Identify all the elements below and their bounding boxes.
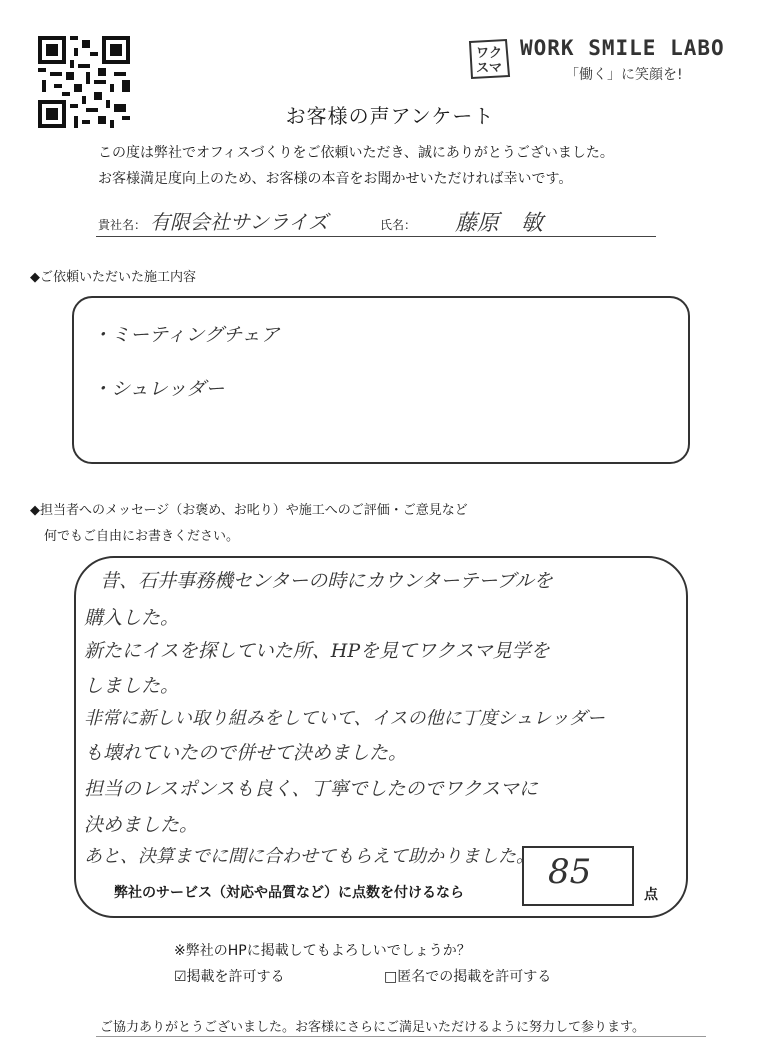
- section2-subheading: 何でもご自由にお書きください。: [44, 529, 240, 544]
- message-line-1: 昔、石井事務機センターの時にカウンターテーブルを: [100, 570, 553, 592]
- permission-option-1: ☑掲載を許可する: [174, 969, 285, 985]
- message-line-6: も壊れていたので併せて決めました。: [84, 742, 408, 764]
- name-label: 氏名：: [380, 218, 417, 232]
- brand-slogan: 「働く」に笑顔を!: [565, 67, 683, 83]
- footer-text: ご協力ありがとうございました。お客様にさらにご満足いただけるように努力して参ります。: [100, 1020, 645, 1035]
- message-line-7: 担当のレスポンスも良く、丁寧でしたのでワクスマに: [84, 778, 538, 800]
- message-line-9: あと、決算までに間に合わせてもらえて助かりました。: [84, 846, 534, 867]
- score-value: 85: [548, 852, 592, 892]
- section1-heading: ◆ご依頼いただいた施工内容: [30, 270, 196, 285]
- svg-text:ワク: ワク: [475, 46, 503, 61]
- section1-item-2: ・シュレッダー: [92, 378, 225, 400]
- brand-name: WORK SMILE LABO: [520, 36, 725, 60]
- intro-line-1: この度は弊社でオフィスづくりをご依頼いただき、誠にありがとうございました。: [98, 145, 614, 161]
- message-line-4: しました。: [84, 675, 180, 697]
- logo-icon: [466, 38, 512, 80]
- company-label: 貴社名：: [98, 218, 147, 232]
- section2-heading: ◆担当者へのメッセージ（お褒め、お叱り）や施工へのご評価・ご意見など: [30, 503, 468, 518]
- name-underline: [96, 236, 656, 237]
- section1-item-1: ・ミーティングチェア: [92, 324, 280, 346]
- company-value: 有限会社サンライズ: [150, 210, 329, 234]
- svg-text:スマ: スマ: [476, 61, 502, 76]
- permission-option-2: □匿名での掲載を許可する: [384, 969, 552, 985]
- score-label: 弊社のサービス（対応や品質など）に点数を付けるなら: [114, 885, 464, 901]
- footer-divider: [96, 1036, 706, 1037]
- message-line-2: 購入した。: [84, 607, 180, 629]
- message-line-3: 新たにイスを探していた所、HPを見てワクスマ見学を: [84, 640, 550, 662]
- score-unit: 点: [644, 887, 658, 903]
- permission-question: ※弊社のHPに掲載してもよろしいでしょうか？: [174, 943, 471, 959]
- page-title: お客様の声アンケート: [285, 104, 495, 128]
- message-line-8: 決めました。: [84, 814, 199, 836]
- name-value: 藤原 敏: [455, 211, 544, 236]
- intro-line-2: お客様満足度向上のため、お客様の本音をお聞かせいただければ幸いです。: [98, 171, 573, 187]
- message-line-5: 非常に新しい取り組みをしていて、イスの他に丁度シュレッダー: [84, 708, 605, 729]
